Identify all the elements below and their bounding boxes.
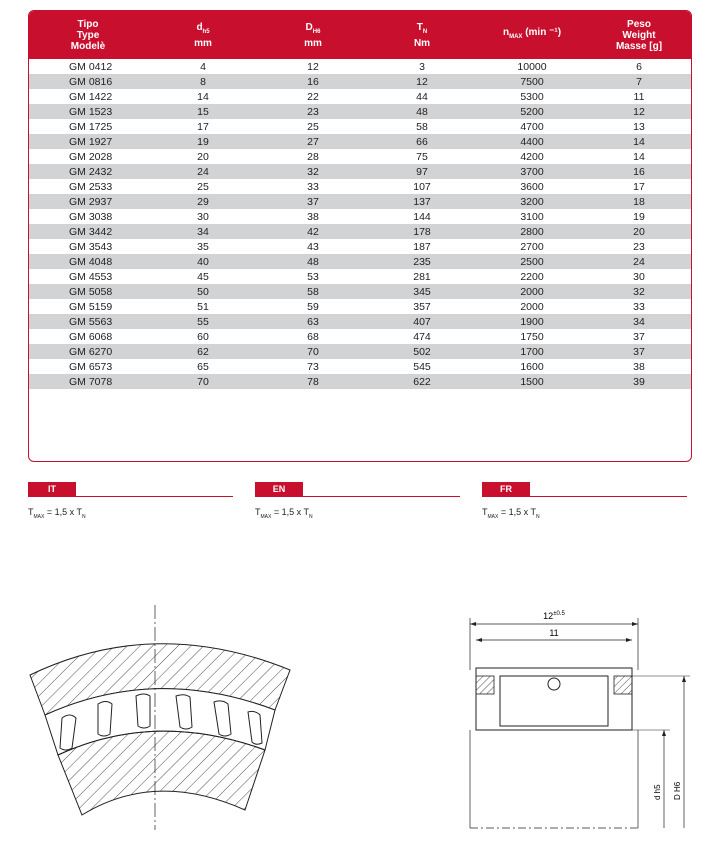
table-row xyxy=(29,359,691,374)
table-cell: 37 xyxy=(633,330,645,343)
header-model: Tipo Type Modelè xyxy=(29,11,147,59)
table-cell: GM 1725 xyxy=(69,120,113,133)
lang-tag-it: IT xyxy=(28,482,76,496)
formula-en: $T_{MAX} = 1,5$ x $T_N$ xyxy=(255,507,313,520)
table-cell: 37 xyxy=(259,194,367,209)
lang-section-fr xyxy=(482,482,687,497)
table-cell: 35 xyxy=(197,240,209,253)
table-cell: 1600 xyxy=(520,360,544,373)
table-cell: GM 5563 xyxy=(29,314,147,329)
table-cell: 24 xyxy=(147,164,259,179)
table-cell: 70 xyxy=(147,374,259,389)
table-cell: 8 xyxy=(147,74,259,89)
table-cell: 12 xyxy=(367,74,477,89)
table-cell: 38 xyxy=(307,210,319,223)
table-cell: 66 xyxy=(367,134,477,149)
table-cell: GM 6573 xyxy=(69,360,113,373)
dim-overall-width: $12^{\pm 0.5}$ xyxy=(543,611,565,621)
table-row xyxy=(29,59,691,74)
table-cell: GM 6068 xyxy=(69,330,113,343)
table-cell: 3 xyxy=(419,60,425,73)
table-row xyxy=(29,194,691,209)
table-row xyxy=(29,374,691,389)
table-cell: 14 xyxy=(633,150,645,163)
table-cell: 14 xyxy=(197,90,209,103)
table-cell: 1900 xyxy=(477,314,587,329)
table-cell: 63 xyxy=(259,314,367,329)
table-cell: GM 2937 xyxy=(29,194,147,209)
lang-section-it xyxy=(28,482,233,497)
table-cell: 32 xyxy=(587,284,691,299)
table-cell: 48 xyxy=(367,104,477,119)
table-cell: 50 xyxy=(147,284,259,299)
table-cell: 37 xyxy=(587,344,691,359)
table-cell: 187 xyxy=(413,240,431,253)
table-row xyxy=(29,344,691,359)
table-row xyxy=(29,329,691,344)
table-cell: 58 xyxy=(259,284,367,299)
table-cell: 502 xyxy=(367,344,477,359)
table-cell: 24 xyxy=(587,254,691,269)
table-cell: 43 xyxy=(307,240,319,253)
table-cell: 25 xyxy=(197,180,209,193)
table-cell: 22 xyxy=(307,90,319,103)
table-cell: 107 xyxy=(413,180,431,193)
table-cell: 16 xyxy=(259,74,367,89)
table-row xyxy=(29,299,691,314)
table-cell: 38 xyxy=(633,360,645,373)
table-cell: 178 xyxy=(367,224,477,239)
table-cell: 97 xyxy=(367,164,477,179)
table-cell: 40 xyxy=(147,254,259,269)
table-cell: GM 2432 xyxy=(29,164,147,179)
table-cell: 34 xyxy=(147,224,259,239)
table-cell: 12 xyxy=(307,60,319,73)
formula-it: $T_{MAX} = 1,5$ x $T_N$ xyxy=(28,507,86,520)
table-cell: GM 2533 xyxy=(69,180,113,193)
table-cell: 474 xyxy=(413,330,431,343)
table-cell: 62 xyxy=(147,344,259,359)
table-cell: 2700 xyxy=(520,240,544,253)
table-cell: 23 xyxy=(633,240,645,253)
table-cell: 14 xyxy=(587,134,691,149)
table-cell: 48 xyxy=(259,254,367,269)
table-cell: 5200 xyxy=(477,104,587,119)
dim-D-H6: D H6 xyxy=(673,781,682,800)
table-cell: 2800 xyxy=(477,224,587,239)
table-cell: GM 5058 xyxy=(29,284,147,299)
table-cell: GM 6270 xyxy=(29,344,147,359)
table-cell: 3700 xyxy=(477,164,587,179)
table-cell: 2500 xyxy=(477,254,587,269)
table-cell: 45 xyxy=(197,270,209,283)
table-row xyxy=(29,134,691,149)
header-d: $d_{h5}$ mm xyxy=(147,11,259,59)
table-cell: 2000 xyxy=(520,300,544,313)
table-cell: GM 5159 xyxy=(69,300,113,313)
header-mass: Peso Weight Masse [g] xyxy=(587,11,691,59)
table-cell: 33 xyxy=(307,180,319,193)
table-cell: 1700 xyxy=(477,344,587,359)
table-cell: 6 xyxy=(636,60,642,73)
table-cell: 16 xyxy=(587,164,691,179)
lang-tag-fr: FR xyxy=(482,482,530,496)
table-cell: 545 xyxy=(413,360,431,373)
table-cell: 75 xyxy=(416,150,428,163)
table-cell: 34 xyxy=(587,314,691,329)
table-cell: 2200 xyxy=(520,270,544,283)
table-cell: 5300 xyxy=(520,90,544,103)
table-cell: 12 xyxy=(587,104,691,119)
table-cell: 235 xyxy=(367,254,477,269)
table-row xyxy=(29,74,691,89)
header-D: $D_{H6}$ mm xyxy=(259,11,367,59)
table-cell: 55 xyxy=(147,314,259,329)
table-cell: GM 3543 xyxy=(69,240,113,253)
dim-d-h5: d h5 xyxy=(653,784,662,800)
table-cell: 17 xyxy=(633,180,645,193)
table-cell: 4700 xyxy=(520,120,544,133)
dim-inner-width: 11 xyxy=(549,628,559,638)
table-row xyxy=(29,314,691,329)
table-cell: GM 3038 xyxy=(69,210,113,223)
table-cell: GM 2028 xyxy=(69,150,113,163)
table-cell: 73 xyxy=(307,360,319,373)
table-cell: 20 xyxy=(197,150,209,163)
formula-fr: $T_{MAX} = 1,5$ x $T_N$ xyxy=(482,507,540,520)
table-cell: GM 4553 xyxy=(69,270,113,283)
table-cell: 7 xyxy=(587,74,691,89)
table-cell: 3600 xyxy=(520,180,544,193)
table-cell: GM 3442 xyxy=(29,224,147,239)
table-cell: 4200 xyxy=(520,150,544,163)
table-cell: 29 xyxy=(147,194,259,209)
table-cell: 27 xyxy=(259,134,367,149)
header-n: $n_{MAX}$ (min ⁻¹) xyxy=(477,11,587,59)
table-cell: 137 xyxy=(367,194,477,209)
table-cell: 28 xyxy=(307,150,319,163)
coupling-section-drawing xyxy=(20,600,310,835)
table-cell: 13 xyxy=(633,120,645,133)
table-row xyxy=(29,179,691,194)
table-cell: 65 xyxy=(197,360,209,373)
table-cell: 39 xyxy=(587,374,691,389)
table-cell: GM 4048 xyxy=(29,254,147,269)
table-cell: 281 xyxy=(413,270,431,283)
table-cell: 30 xyxy=(197,210,209,223)
table-cell: 4400 xyxy=(477,134,587,149)
table-header-row xyxy=(29,11,691,59)
table-cell: 58 xyxy=(416,120,428,133)
table-cell: 3200 xyxy=(477,194,587,209)
table-cell: 23 xyxy=(259,104,367,119)
table-cell: 19 xyxy=(147,134,259,149)
table-row xyxy=(29,104,691,119)
table-cell: 17 xyxy=(197,120,209,133)
table-cell: 15 xyxy=(147,104,259,119)
dimension-table xyxy=(29,11,691,389)
table-cell: 68 xyxy=(307,330,319,343)
table-cell: 2000 xyxy=(477,284,587,299)
table-cell: 1500 xyxy=(477,374,587,389)
table-cell: 42 xyxy=(259,224,367,239)
table-cell: 60 xyxy=(197,330,209,343)
table-cell: 53 xyxy=(307,270,319,283)
table-cell: 19 xyxy=(633,210,645,223)
table-cell: 70 xyxy=(259,344,367,359)
side-view-drawing xyxy=(460,600,690,840)
table-cell: 407 xyxy=(367,314,477,329)
table-cell: 51 xyxy=(197,300,209,313)
table-cell: 32 xyxy=(259,164,367,179)
lang-tag-en: EN xyxy=(255,482,303,496)
table-cell: 144 xyxy=(413,210,431,223)
table-cell: 18 xyxy=(587,194,691,209)
table-cell: 33 xyxy=(633,300,645,313)
table-cell: 25 xyxy=(307,120,319,133)
table-row xyxy=(29,269,691,284)
table-row xyxy=(29,209,691,224)
lang-section-en xyxy=(255,482,460,497)
table-row xyxy=(29,164,691,179)
table-cell: 3100 xyxy=(520,210,544,223)
table-cell: GM 1422 xyxy=(69,90,113,103)
table-cell: GM 1927 xyxy=(29,134,147,149)
table-cell: GM 0816 xyxy=(29,74,147,89)
table-row xyxy=(29,224,691,239)
table-row xyxy=(29,254,691,269)
table-cell: 30 xyxy=(633,270,645,283)
table-cell: 59 xyxy=(307,300,319,313)
table-row xyxy=(29,149,691,164)
table-row xyxy=(29,239,691,254)
table-cell: 7500 xyxy=(477,74,587,89)
table-cell: GM 0412 xyxy=(69,60,113,73)
table-cell: 4 xyxy=(200,60,206,73)
table-row xyxy=(29,119,691,134)
table-cell: GM 7078 xyxy=(29,374,147,389)
table-cell: 622 xyxy=(367,374,477,389)
table-row xyxy=(29,89,691,104)
table-cell: 1750 xyxy=(520,330,544,343)
table-cell: 20 xyxy=(587,224,691,239)
table-cell: 11 xyxy=(633,90,645,103)
table-row xyxy=(29,284,691,299)
table-cell: GM 1523 xyxy=(29,104,147,119)
table-cell: 345 xyxy=(367,284,477,299)
table-cell: 44 xyxy=(416,90,428,103)
table-cell: 78 xyxy=(259,374,367,389)
table-cell: 357 xyxy=(413,300,431,313)
dimension-table-container xyxy=(28,10,692,462)
header-T: $T_N$ Nm xyxy=(367,11,477,59)
table-cell: 10000 xyxy=(517,60,547,73)
